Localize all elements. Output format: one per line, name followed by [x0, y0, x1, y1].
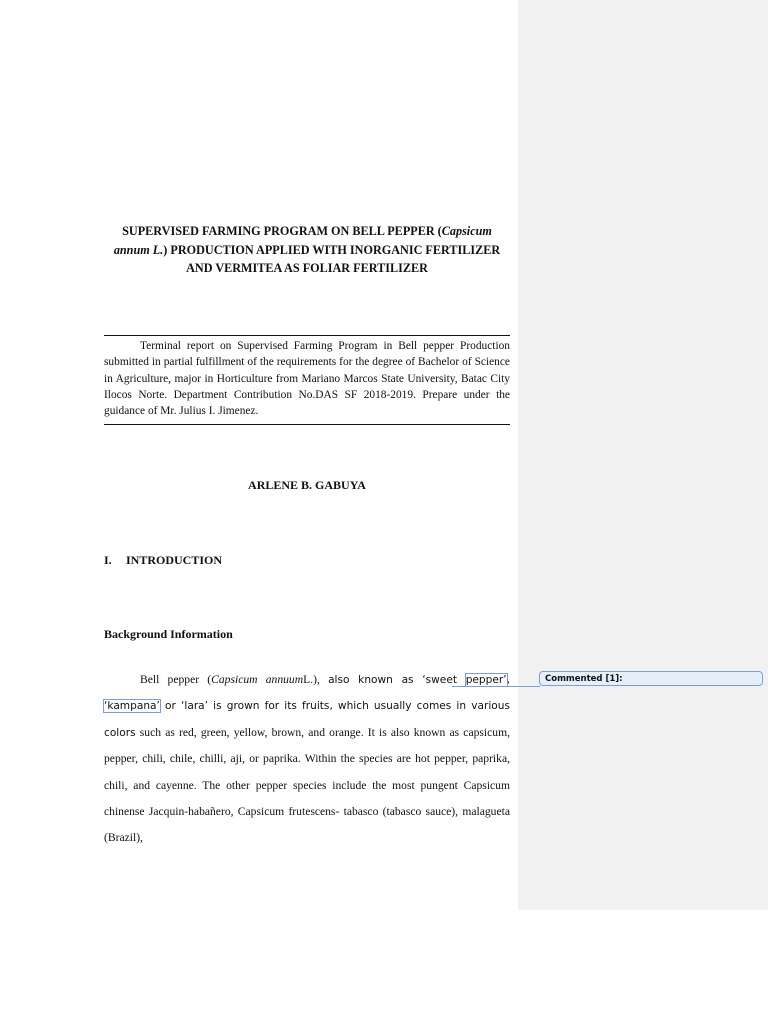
paragraph-scientific-name: Capsicum annuum: [211, 673, 304, 686]
paragraph-text-sans: also known as ‘sweet: [328, 674, 466, 686]
section-number: I.: [104, 553, 112, 567]
paragraph-text: L.),: [303, 673, 329, 686]
comment-label: Commented [1]:: [545, 674, 623, 684]
paragraph-text: Bell pepper (: [140, 673, 212, 686]
terminal-report-statement: Terminal report on Supervised Farming Program in Bell pepper Production submitted in partial fulfillment of the requirements for the degree of Bachelor of Science in Agriculture, major in Horticulture from Mariano Marcos State University, Batac City Ilocos Norte. Department Contribution No.DAS SF 2018-2019. Prepare under the guidance of Mr. Julius I. Jimenez.: [104, 335, 510, 425]
section-title: INTRODUCTION: [126, 553, 223, 567]
comments-pane: [518, 0, 768, 910]
comment-balloon[interactable]: [539, 671, 763, 686]
paragraph-text: such as red, green, yellow, brown, and orange. It is also known as capsicum, pepper, chili, chile, chilli, aji, or paprika. Within the species are hot pepper, paprika, chili, and cayenne. The other pepper species include the most pungent Capsicum chinense Jacquin-habañero, Capsicum frutescens- tabasco (tabasco sauce), malagueta (Brazil),: [104, 725, 510, 845]
title-text-2: ) PRODUCTION APPLIED WITH INORGANIC FERTILIZER AND VERMITEA AS FOLIAR FERTILIZER: [163, 242, 501, 275]
body-paragraph[interactable]: [104, 667, 510, 852]
document-title: [104, 222, 510, 278]
title-text-1: SUPERVISED FARMING PROGRAM ON BELL PEPPER (: [122, 224, 442, 238]
author-name: ARLENE B. GABUYA: [248, 478, 366, 492]
paragraph-text-sans: ,: [506, 674, 510, 686]
paragraph-text-sans: or ‘lara’ is grown for its fruits, which usually comes in various colors: [104, 700, 510, 739]
section-heading: [104, 553, 222, 568]
subheading: Background Information: [104, 627, 233, 641]
title-scientific-name: Capsicum annum L.: [113, 224, 492, 257]
comment-connector-line: [452, 686, 540, 687]
commented-text-mark[interactable]: pepper’: [465, 674, 507, 686]
commented-text-mark[interactable]: ‘kampana’: [104, 700, 160, 713]
